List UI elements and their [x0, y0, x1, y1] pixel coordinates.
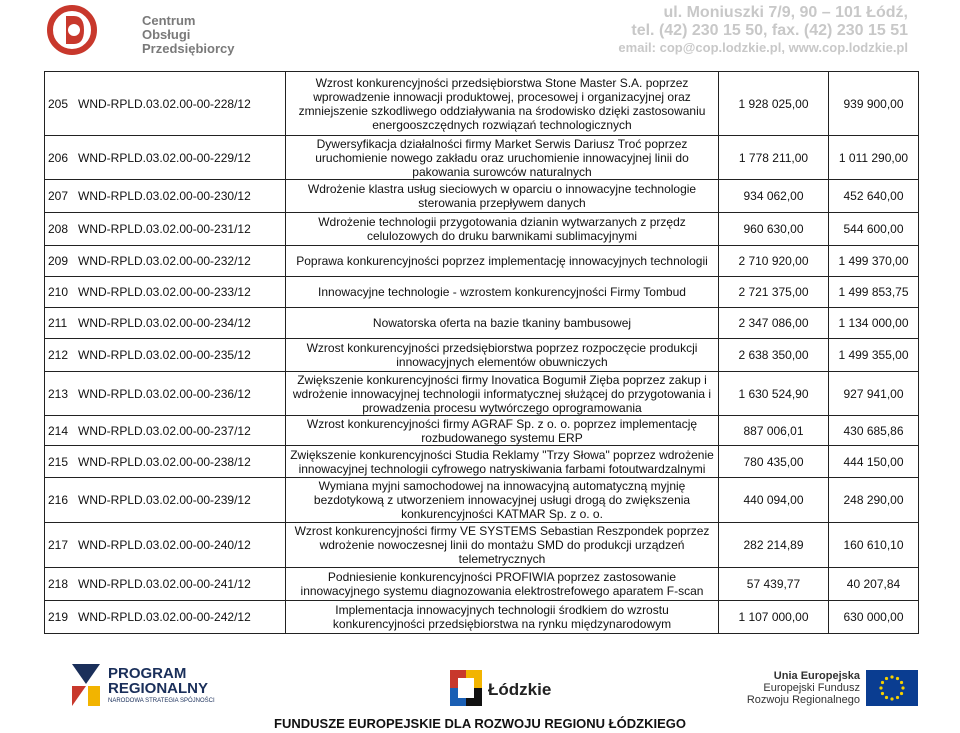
footer-funds-text: FUNDUSZE EUROPEJSKIE DLA ROZWOJU REGIONU ŁÓDZKIEGO — [274, 716, 686, 731]
grant-amount: 430 685,86 — [829, 416, 919, 446]
project-id: WND-RPLD.03.02.00-00-228/12 — [78, 96, 251, 111]
grant-amount: 1 499 370,00 — [829, 246, 919, 277]
eu-star — [885, 696, 888, 699]
table-row — [45, 72, 919, 136]
row-number: 214 — [48, 423, 69, 438]
project-id: WND-RPLD.03.02.00-00-236/12 — [78, 386, 251, 401]
lodzkie-text: Łódzkie — [488, 680, 552, 699]
project-id-cell — [45, 523, 286, 568]
project-id-cell — [45, 136, 286, 180]
project-id: WND-RPLD.03.02.00-00-231/12 — [78, 222, 251, 236]
project-title: Wzrost konkurencyjności firmy AGRAF Sp. z o. o. poprzez implementację rozbudowanego systemu ERP — [286, 416, 719, 446]
table-row — [45, 523, 919, 568]
project-id-cell — [45, 416, 286, 446]
eu-star — [896, 677, 899, 680]
total-cost: 1 928 025,00 — [719, 72, 829, 136]
eu-logo — [740, 668, 920, 718]
cop-emblem-icon — [44, 2, 100, 58]
row-number: 212 — [48, 348, 69, 362]
total-cost: 2 347 086,00 — [719, 308, 829, 339]
project-id-cell — [45, 478, 286, 523]
total-cost: 282 214,89 — [719, 523, 829, 568]
total-cost: 887 006,01 — [719, 416, 829, 446]
grant-amount: 630 000,00 — [829, 601, 919, 634]
row-number: 217 — [48, 538, 69, 552]
total-cost: 2 710 920,00 — [719, 246, 829, 277]
total-cost: 57 439,77 — [719, 568, 829, 601]
table-row — [45, 136, 919, 180]
eu-line1: Unia Europejska — [773, 670, 860, 682]
project-title: Innowacyjne technologie - wzrostem konkurencyjności Firmy Tombud — [286, 277, 719, 308]
project-id: WND-RPLD.03.02.00-00-233/12 — [78, 285, 251, 299]
project-id-cell — [45, 446, 286, 478]
table-row — [45, 213, 919, 246]
total-cost: 1 778 211,00 — [719, 136, 829, 180]
program-regionalny-text — [108, 666, 208, 696]
total-cost: 960 630,00 — [719, 213, 829, 246]
grant-amount: 1 011 290,00 — [829, 136, 919, 180]
project-id: WND-RPLD.03.02.00-00-241/12 — [78, 577, 251, 591]
grant-amount: 444 150,00 — [829, 446, 919, 478]
project-id-cell — [45, 339, 286, 372]
project-title: Zwiększenie konkurencyjności firmy Inovatica Bogumił Zięba poprzez zakup i wdrożenie innowacyjnej technologii informatycznej służącej do przygotowania i prowadzenia procesu wytwórczego oprogramowania — [286, 372, 719, 416]
address-email: email: cop@cop.lodzkie.pl, www.cop.lodzkie.pl — [618, 40, 908, 55]
project-id-cell — [45, 568, 286, 601]
grant-amount: 939 900,00 — [829, 72, 919, 136]
row-number: 208 — [48, 222, 69, 236]
grant-amount: 248 290,00 — [829, 478, 919, 523]
project-title: Wdrożenie technologii przygotowania dzianin wytwarzanych z przędz celulozowych do druku barwnikami sublimacyjnymi — [286, 213, 719, 246]
project-title: Zwiększenie konkurencyjności Studia Reklamy "Trzy Słowa" poprzez wdrożenie innowacyjnej technologii cyfrowego natryskiwania farbami fotoutwardzalnymi — [286, 446, 719, 478]
program-line1: PROGRAM — [108, 665, 187, 682]
eu-star — [881, 681, 884, 684]
table-row — [45, 180, 919, 213]
cop-logo — [44, 2, 235, 60]
row-number: 206 — [48, 150, 69, 165]
row-number: 209 — [48, 254, 69, 268]
row-number: 218 — [48, 577, 69, 591]
total-cost: 934 062,00 — [719, 180, 829, 213]
project-id-cell — [45, 213, 286, 246]
address-phone: tel. (42) 230 15 50, fax. (42) 230 15 51 — [631, 22, 908, 39]
eu-text — [740, 670, 860, 706]
project-id-cell — [45, 372, 286, 416]
table-row — [45, 568, 919, 601]
lodzkie-logo — [448, 668, 558, 712]
eu-star — [900, 692, 903, 695]
table-row — [45, 601, 919, 634]
project-id-cell — [45, 72, 286, 136]
project-title: Wzrost konkurencyjności przedsiębiorstwa poprzez rozpoczęcie produkcji innowacyjnych elementów obuwniczych — [286, 339, 719, 372]
program-subtitle: NARODOWA STRATEGIA SPÓJNOŚCI — [108, 698, 215, 704]
grant-amount: 452 640,00 — [829, 180, 919, 213]
logo-line: Przedsiębiorcy — [142, 41, 235, 56]
project-id-cell — [45, 308, 286, 339]
table-row — [45, 478, 919, 523]
table-row — [45, 416, 919, 446]
projects-table — [44, 71, 919, 634]
grant-amount: 927 941,00 — [829, 372, 919, 416]
total-cost: 440 094,00 — [719, 478, 829, 523]
row-number: 207 — [48, 189, 69, 203]
eu-star — [900, 681, 903, 684]
project-title: Wymiana myjni samochodowej na innowacyjną automatyczną myjnię bezdotykową z utworzeniem innowacyjnej usługi drogą do zwiększenia konkurencyjności KATMAR Sp. z o. o. — [286, 478, 719, 523]
total-cost: 2 721 375,00 — [719, 277, 829, 308]
project-id-cell — [45, 246, 286, 277]
eu-star — [896, 696, 899, 699]
table-row — [45, 372, 919, 416]
lodzkie-emblem-icon — [448, 668, 484, 708]
project-title: Poprawa konkurencyjności poprzez implementację innowacyjnych technologii — [286, 246, 719, 277]
table-row — [45, 308, 919, 339]
total-cost: 1 630 524,90 — [719, 372, 829, 416]
project-id: WND-RPLD.03.02.00-00-237/12 — [78, 423, 251, 438]
total-cost: 2 638 350,00 — [719, 339, 829, 372]
total-cost: 780 435,00 — [719, 446, 829, 478]
cop-logo-text — [142, 14, 235, 56]
eu-star — [885, 677, 888, 680]
project-title: Wdrożenie klastra usług sieciowych w oparciu o innowacyjne technologie sterowania przepływem danych — [286, 180, 719, 213]
project-id: WND-RPLD.03.02.00-00-238/12 — [78, 454, 251, 469]
project-title: Dywersyfikacja działalności firmy Market Serwis Dariusz Troć poprzez uruchomienie nowego zakładu oraz uruchomienie innowacyjnej linii do pakowania surowców naturalnych — [286, 136, 719, 180]
grant-amount: 1 499 355,00 — [829, 339, 919, 372]
row-number: 215 — [48, 454, 69, 469]
project-title: Podniesienie konkurencyjności PROFIWIA poprzez zastosowanie innowacyjnego systemu diagnozowania elektrostrefowego aparatem F-scan — [286, 568, 719, 601]
project-title: Wzrost konkurencyjności firmy VE SYSTEMS Sebastian Reszpondek poprzez wdrożenie nowoczesnej linii do montażu SMD do produkcji urządzeń telemetrycznych — [286, 523, 719, 568]
table-row — [45, 246, 919, 277]
grant-amount: 544 600,00 — [829, 213, 919, 246]
row-number: 216 — [48, 493, 69, 507]
row-number: 213 — [48, 386, 69, 401]
grant-amount: 40 207,84 — [829, 568, 919, 601]
program-regionalny-emblem-icon — [68, 660, 104, 710]
table-row — [45, 339, 919, 372]
project-id-cell — [45, 180, 286, 213]
table-row — [45, 277, 919, 308]
project-id-cell — [45, 277, 286, 308]
header-address — [618, 4, 908, 56]
program-regionalny-logo — [68, 660, 238, 716]
grant-amount: 160 610,10 — [829, 523, 919, 568]
project-id: WND-RPLD.03.02.00-00-240/12 — [78, 538, 251, 552]
grant-amount: 1 499 853,75 — [829, 277, 919, 308]
project-title: Wzrost konkurencyjności przedsiębiorstwa Stone Master S.A. poprzez wprowadzenie innowacji produktowej, procesowej i organizacyjnej oraz zmniejszenie szkodliwego oddziaływania na środowisko dzięki zastosowaniu energooszczędnych rozwiązań technologicznych — [286, 72, 719, 136]
eu-star — [890, 697, 893, 700]
project-id: WND-RPLD.03.02.00-00-239/12 — [78, 493, 251, 507]
row-number: 211 — [48, 316, 68, 330]
project-title: Nowatorska oferta na bazie tkaniny bambusowej — [286, 308, 719, 339]
projects-table-body — [45, 72, 919, 634]
project-id: WND-RPLD.03.02.00-00-230/12 — [78, 189, 251, 203]
row-number: 205 — [48, 96, 69, 111]
project-id: WND-RPLD.03.02.00-00-242/12 — [78, 610, 251, 624]
grant-amount: 1 134 000,00 — [829, 308, 919, 339]
eu-star — [890, 675, 893, 678]
total-cost: 1 107 000,00 — [719, 601, 829, 634]
eu-line3: Rozwoju Regionalnego — [746, 694, 860, 706]
project-id: WND-RPLD.03.02.00-00-229/12 — [78, 150, 251, 165]
program-line2: REGIONALNY — [108, 680, 209, 697]
eu-line2: Europejski Fundusz — [763, 682, 860, 694]
project-title: Implementacja innowacyjnych technologii środkiem do wzrostu konkurencyjności przedsiębiorstwa na rynku międzynarodowym — [286, 601, 719, 634]
address-street: ul. Moniuszki 7/9, 90 – 101 Łódź, — [663, 4, 908, 21]
project-id: WND-RPLD.03.02.00-00-232/12 — [78, 254, 251, 268]
project-id: WND-RPLD.03.02.00-00-234/12 — [78, 316, 251, 330]
eu-star — [881, 692, 884, 695]
project-id: WND-RPLD.03.02.00-00-235/12 — [78, 348, 251, 362]
logo-line: Obsługi — [142, 27, 191, 42]
project-id-cell — [45, 601, 286, 634]
table-row — [45, 446, 919, 478]
eu-star — [901, 686, 904, 689]
logo-line: Centrum — [142, 13, 196, 28]
eu-flag-icon — [866, 670, 918, 706]
eu-star — [879, 686, 882, 689]
row-number: 219 — [48, 610, 69, 624]
row-number: 210 — [48, 285, 69, 299]
